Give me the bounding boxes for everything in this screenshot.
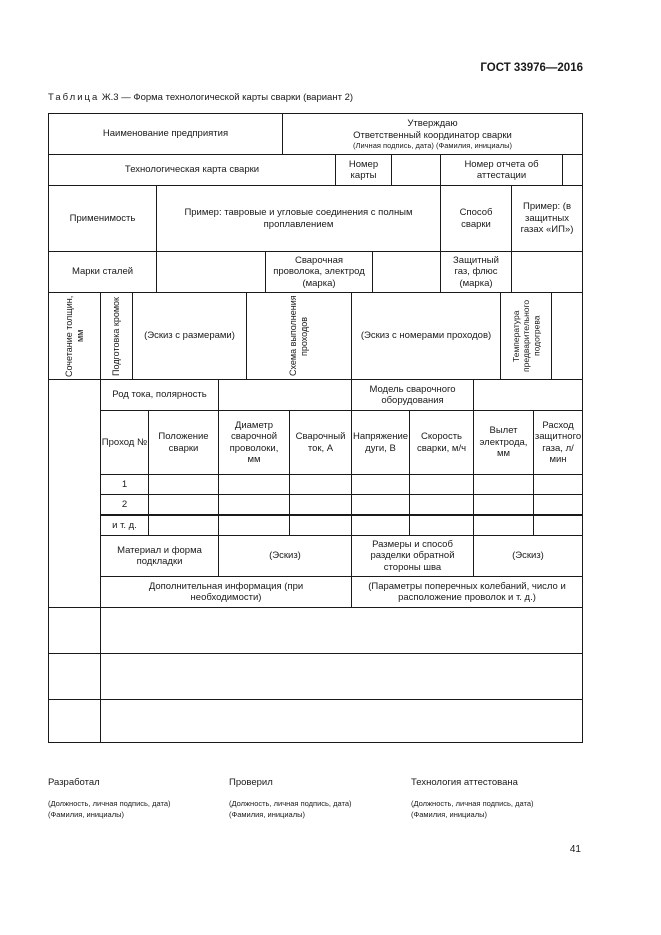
equipment-model-label: Модель сварочного оборудования [369, 383, 456, 406]
preheat-cell [500, 292, 552, 380]
row-value-cell[interactable] [473, 515, 534, 536]
approval-cell [282, 113, 583, 155]
blank-right-3[interactable] [100, 699, 583, 743]
gas-value[interactable] [511, 251, 583, 293]
report-number-label: Номер отчета об аттестации [464, 158, 539, 181]
row-value-cell[interactable] [351, 515, 410, 536]
name-line: (Фамилия, инициалы) [411, 809, 487, 819]
col-wire-diameter-label: Диаметр сварочной проволоки, мм [229, 419, 279, 465]
sketch-passes-cell[interactable] [351, 292, 501, 380]
developed-label: Разработал [48, 777, 100, 788]
row-value-cell[interactable] [351, 494, 410, 515]
thickness-label: Сочетание толщин, мм [63, 295, 85, 377]
row-value-cell[interactable] [409, 474, 474, 495]
col-stickout-label: Вылет электрода, мм [479, 425, 528, 460]
oscillation-cell [351, 576, 583, 608]
approve-label: Утверждаю [407, 118, 458, 130]
gas-label: Защитный газ, флюс (марка) [453, 254, 499, 289]
applicability-cell [48, 185, 157, 252]
position-line: (Должность, личная подпись, дата) [229, 799, 352, 808]
row-value-cell[interactable] [148, 515, 219, 536]
name-line: (Фамилия, инициалы) [48, 809, 124, 819]
current-type-cell [100, 379, 219, 411]
enterprise-name-label: Наименование предприятия [102, 128, 229, 140]
col-voltage [351, 410, 410, 475]
page-number: 41 [569, 844, 581, 855]
col-current [289, 410, 352, 475]
sign-note: (Личная подпись, дата) (Фамилия, инициалы) [353, 140, 512, 150]
col-gas-flow-label: Расход защитного газа, л/мин [534, 419, 582, 465]
col-speed-label: Скорость сварки, м/ч [416, 431, 467, 454]
steel-grades-cell [48, 251, 157, 293]
backing-sketch[interactable] [218, 535, 352, 577]
welding-method-label: Способ сварки [459, 207, 493, 230]
checked-sign-lines [229, 799, 352, 821]
checked-label: Проверил [229, 777, 273, 788]
row-value-cell[interactable] [289, 494, 352, 515]
row-value-cell[interactable] [473, 474, 534, 495]
caption-prefix: Таблица [48, 92, 100, 103]
thickness-cell [48, 292, 101, 380]
card-title-cell [48, 154, 336, 186]
blank-left-3[interactable] [48, 699, 101, 743]
row-pass-number: и т. д. [100, 515, 149, 536]
row-value-cell[interactable] [473, 494, 534, 515]
coordinator-label: Ответственный координатор сварки [353, 129, 512, 141]
sketch-passes-label: (Эскиз с номерами проходов) [360, 330, 492, 342]
equipment-model-value[interactable] [473, 379, 583, 411]
card-number-value[interactable] [391, 154, 441, 186]
col-wire-diameter [218, 410, 290, 475]
row-value-cell[interactable] [533, 494, 583, 515]
blank-left-2[interactable] [48, 653, 101, 700]
gouging-label: Размеры и способ разделки обратной стороны шва [370, 538, 455, 573]
thickness-value[interactable] [48, 379, 101, 608]
row-value-cell[interactable] [148, 494, 219, 515]
col-stickout [473, 410, 534, 475]
applicability-example: Пример: тавровые и угловые соединения с полным проплавлением [184, 207, 413, 230]
approved-tech-label: Технология аттестована [411, 777, 518, 788]
col-position-label: Положение сварки [158, 431, 209, 454]
col-voltage-label: Напряжение дуги, В [352, 431, 409, 454]
extra-info-label: Дополнительная информация (при необходимости) [148, 580, 304, 603]
position-line: (Должность, личная подпись, дата) [411, 799, 534, 808]
row-value-cell[interactable] [218, 515, 290, 536]
steel-grades-label: Марки сталей [71, 266, 134, 278]
method-example-cell [511, 185, 583, 252]
current-type-value[interactable] [218, 379, 352, 411]
gas-cell [440, 251, 512, 293]
row-value-cell[interactable] [533, 515, 583, 536]
col-pass-label: Проход № [101, 436, 148, 448]
col-pass [100, 410, 149, 475]
gouging-sketch[interactable] [473, 535, 583, 577]
row-value-cell[interactable] [409, 494, 474, 515]
steel-grades-value[interactable] [156, 251, 266, 293]
oscillation-label: (Параметры поперечных колебаний, число и расположение проволок и т. д.) [368, 580, 566, 603]
col-speed [409, 410, 474, 475]
edge-prep-cell [100, 292, 133, 380]
applicability-label: Применимость [69, 212, 136, 224]
card-number-label: Номер карты [348, 158, 379, 181]
row-value-cell[interactable] [409, 515, 474, 536]
report-number-cell [440, 154, 563, 186]
pass-scheme-label: Схема выполнения проходов [288, 295, 309, 377]
developed-sign-lines [48, 799, 171, 821]
position-line: (Должность, личная подпись, дата) [48, 799, 171, 808]
row-pass-number: 1 [100, 474, 149, 495]
blank-right-2[interactable] [100, 653, 583, 700]
blank-right-1[interactable] [100, 607, 583, 654]
gouging-cell [351, 535, 474, 577]
method-example: Пример: (в защитных газах «ИП») [520, 201, 574, 236]
wire-value[interactable] [372, 251, 441, 293]
equipment-model-cell [351, 379, 474, 411]
sketch-dims-label: (Эскиз с размерами) [144, 330, 235, 342]
backing-sketch-label: (Эскиз) [269, 550, 301, 562]
backing-label: Материал и форма подкладки [117, 544, 202, 567]
enterprise-name-cell [48, 113, 283, 155]
wire-cell [265, 251, 373, 293]
blank-left-1[interactable] [48, 607, 101, 654]
approved-sign-lines [411, 799, 534, 821]
row-value-cell[interactable] [218, 474, 290, 495]
extra-info-cell [100, 576, 352, 608]
row-value-cell[interactable] [533, 474, 583, 495]
applicability-example-cell [156, 185, 441, 252]
table-caption [48, 92, 353, 103]
sketch-dims-cell[interactable] [132, 292, 247, 380]
row-pass-number: 2 [100, 494, 149, 515]
caption-text: Ж.3 — Форма технологической карты сварки (вариант 2) [99, 92, 354, 103]
row-value-cell[interactable] [289, 474, 352, 495]
card-title-label: Технологическая карта сварки [124, 164, 260, 176]
row-value-cell[interactable] [289, 515, 352, 536]
report-number-value[interactable] [562, 154, 583, 186]
preheat-value[interactable] [551, 292, 583, 380]
row-value-cell[interactable] [218, 494, 290, 515]
row-value-cell[interactable] [148, 474, 219, 495]
card-number-cell [335, 154, 392, 186]
preheat-label: Температура предварительного подогрева [510, 299, 542, 373]
gouging-sketch-label: (Эскиз) [512, 550, 544, 562]
welding-method-cell [440, 185, 512, 252]
row-value-cell[interactable] [351, 474, 410, 495]
col-position [148, 410, 219, 475]
col-current-label: Сварочный ток, А [295, 431, 346, 454]
standard-header: ГОСТ 33976—2016 [480, 62, 583, 74]
current-type-label: Род тока, полярность [112, 389, 207, 401]
name-line: (Фамилия, инициалы) [229, 809, 305, 819]
pass-scheme-cell [246, 292, 352, 380]
wire-label: Сварочная проволока, электрод (марка) [273, 254, 365, 289]
backing-cell [100, 535, 219, 577]
col-gas-flow [533, 410, 583, 475]
edge-prep-label: Подготовка кромок [111, 296, 122, 376]
